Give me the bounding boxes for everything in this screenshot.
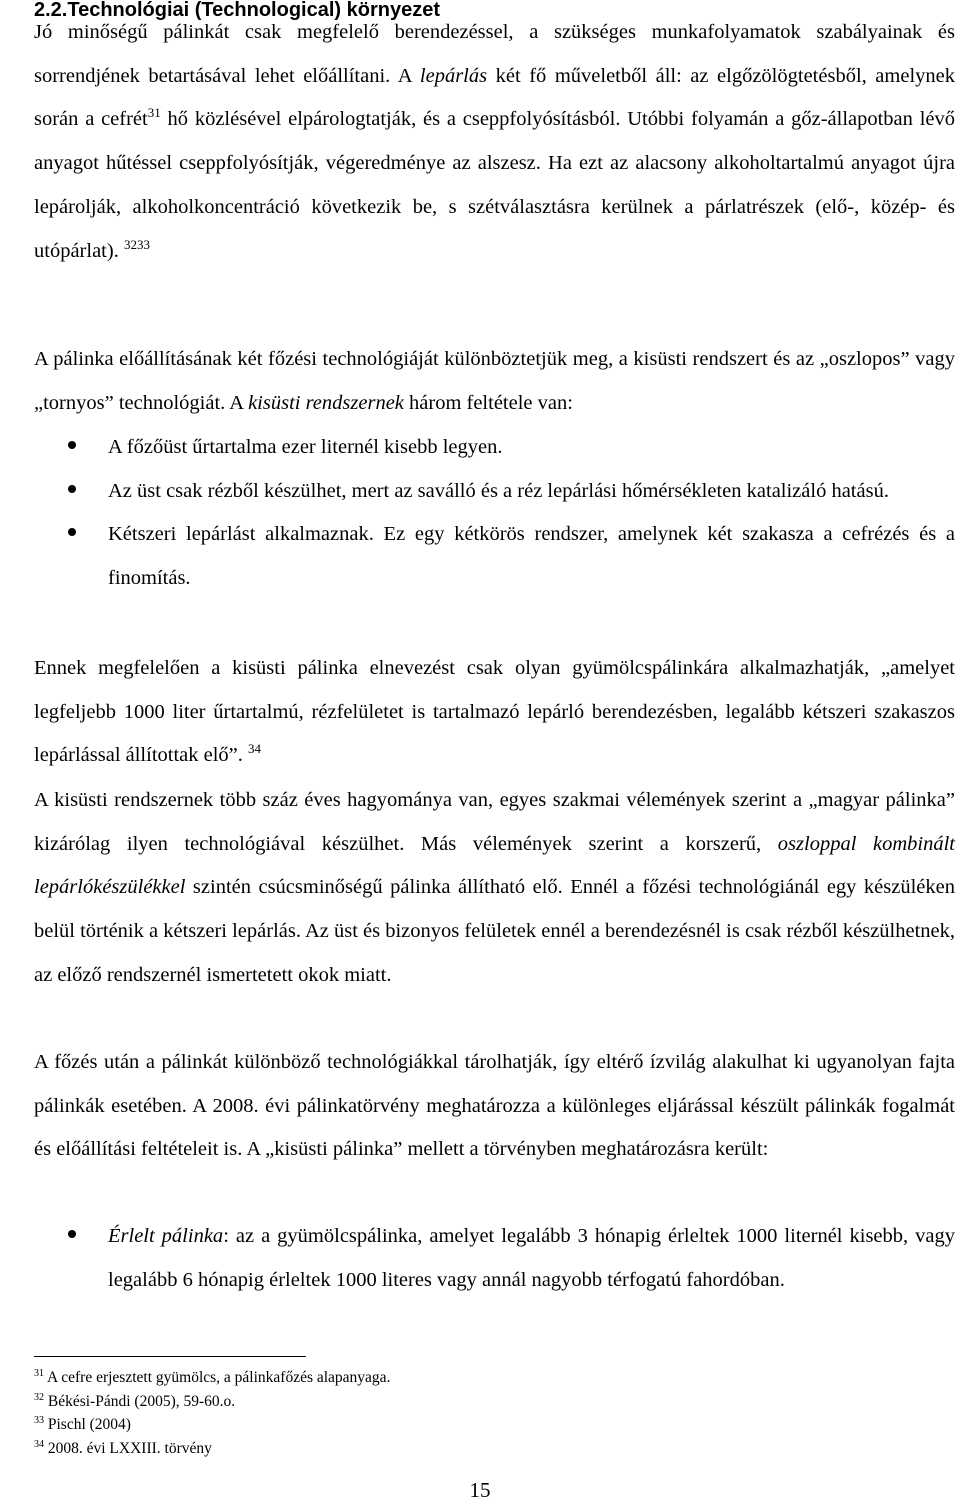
footnote-text: Pischl (2004) — [44, 1416, 131, 1434]
bullet-icon — [68, 528, 76, 536]
paragraph-distillation — [34, 11, 955, 273]
footnote — [34, 1390, 934, 1414]
list-item-text: A főzőüst űrtartalma ezer liternél kisebb legyen. — [108, 436, 503, 458]
types-list — [34, 1215, 955, 1302]
section-heading: 2.2.Technológiai (Technological) környezet — [34, 0, 440, 21]
footnote-text: Békési-Pándi (2005), 59-60.o. — [44, 1392, 236, 1410]
footnote-text: 2008. évi LXXIII. törvény — [44, 1439, 212, 1457]
footnote-number: 34 — [34, 1438, 44, 1450]
text-run: három feltétele van: — [403, 391, 573, 414]
italic-term: Érlelt pálinka — [108, 1225, 224, 1247]
footnote-text: A cefre erjesztett gyümölcs, a pálinkafőzés alapanyaga. — [44, 1369, 391, 1386]
paragraph-kisusti-definition — [34, 647, 955, 778]
text-run: két fő műveletből áll: az elgőzölögtetésből, amelynek során a cefrét — [34, 64, 955, 131]
footnote — [34, 1437, 934, 1461]
text-run: Ennek megfelelően a kisüsti pálinka elnevezést csak olyan gyümölcspálinkára alkalmazhatják, „amelyet legfeljebb 1000 liter űrtartalmú, rézfelületet is tartalmazó lepárló berendezésben, legalább kétszeri szakaszos lepárlással állítottak elő”. — [34, 657, 955, 767]
footnote-number: 31 — [34, 1368, 44, 1379]
footnote-number: 33 — [34, 1415, 44, 1427]
footnote-ref: 34 — [248, 741, 262, 757]
list-item — [34, 1215, 955, 1302]
paragraph-storage: A főzés után a pálinkát különböző technológiákkal tárolhatják, így eltérő ízvilág alakulhat ki ugyanolyan fajta pálinkák esetében. A 2008. évi pálinkatörvény meghatározza a különleges eljárással készült pálinkák fogalmát és előállítási feltételeit is. A „kisüsti pálinka” mellett a törvényben meghatározásra került: — [34, 1051, 955, 1161]
bullet-icon — [68, 485, 76, 493]
list-item — [34, 513, 955, 600]
footnote-ref: 3233 — [123, 236, 150, 252]
bullet-icon — [68, 441, 76, 449]
italic-term: kisüsti rendszernek — [248, 391, 404, 414]
list-item-text: Az üst csak rézből készülhet, mert az saválló és a réz lepárlási hőmérsékleten katalizáló hatású. — [108, 479, 889, 502]
footnotes — [34, 1366, 934, 1460]
text-run: szintén csúcsminőségű pálinka állítható elő. Ennél a főzési technológiánál egy készüléken belül történik a kétszeri lepárlás. Az üst és bizonyos felületek ennél a berendezésnél is csak rézből készülhetnek, az előző rendszernél ismertetett okok miatt. — [34, 876, 956, 986]
footnote-number: 32 — [34, 1391, 44, 1403]
text-run: A pálinka előállításának két főzési technológiáját különböztetjük meg, a kisüsti rendszert és az „oszlopos” vagy „tornyos” technológiát. A — [34, 348, 955, 414]
page-number: 15 — [469, 1478, 491, 1502]
list-item-text: Kétszeri lepárlást alkalmaznak. Ez egy kétkörös rendszer, amelynek két szakasza a cefrézés és a finomítás. — [108, 523, 955, 590]
list-item-text: : az a gyümölcspálinka, amelyet legalább 3 hónapig érleltek 1000 liternél kisebb, vagy legalább 6 hónapig érleltek 1000 literes vagy annál nagyobb térfogatú fahordóban. — [108, 1225, 955, 1291]
text-run: A kisüsti rendszernek több száz éves hagyománya van, egyes szakmai vélemények szerint a „magyar pálinka” kizárólag ilyen technológiával készülhet. Más vélemények szerint a korszerű, — [34, 789, 955, 855]
italic-term: lepárlás — [419, 64, 488, 87]
text-run: hő közlésével elpárologtatják, és a cseppfolyósításból. Utóbbi folyamán a gőz-állapotban lévő anyagot hűtéssel cseppfolyósítják, végeredménye az alszesz. Ha ezt az alacsony alkoholtartalmú anyagot újra lepárolják, alkoholkoncentráció következik be, s szétválasztásra kerülnek a párlatrészek (elő-, közép- és utópárlat). — [34, 108, 955, 262]
text-run: Jó minőségű pálinkát csak megfelelő berendezéssel, a szükséges munkafolyamatok szabályainak és sorrendjének betartásával lehet előállítani. A — [34, 21, 955, 87]
bullet-icon — [68, 1230, 76, 1238]
paragraph-technologies — [34, 338, 955, 425]
italic-term: oszloppal kombinált lepárlókészülékkel — [34, 832, 955, 899]
list-item — [34, 470, 955, 514]
footnote — [34, 1413, 934, 1437]
footnote-ref: 31 — [147, 105, 161, 121]
conditions-list — [34, 426, 955, 601]
paragraph-tradition — [34, 779, 955, 998]
footnote — [34, 1366, 934, 1390]
list-item — [34, 426, 955, 470]
footnote-separator — [34, 1356, 306, 1357]
